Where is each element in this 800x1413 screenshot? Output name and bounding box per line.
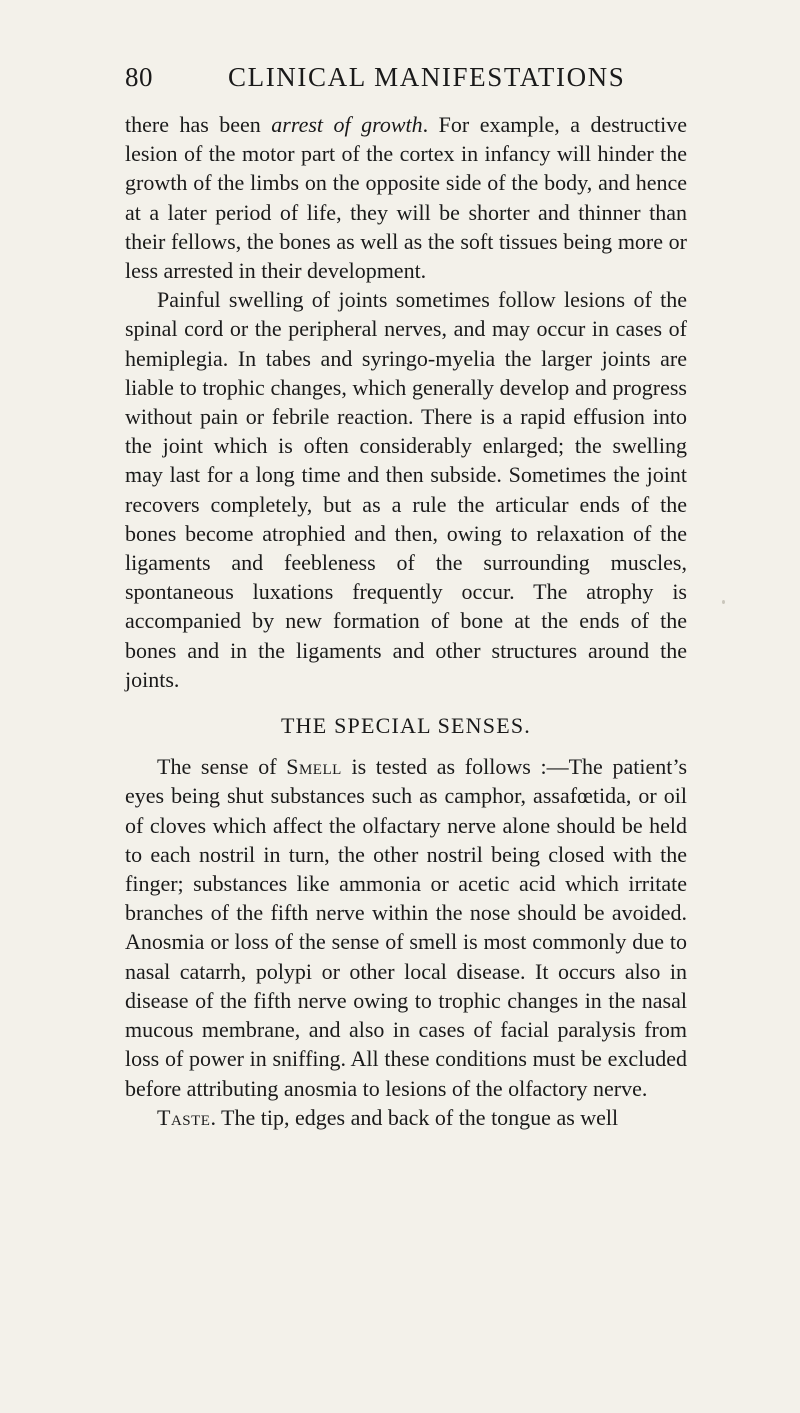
section-heading: THE SPECIAL SENSES. [281,713,531,739]
italic-phrase: arrest of growth [271,112,423,137]
running-head: CLINICAL MANIFESTATIONS [228,62,626,92]
text-run: The sense of [157,754,287,780]
small-caps-term: Smell [286,754,342,780]
small-caps-term: Taste [157,1104,211,1130]
text-run: . For example, a destructive lesion of the motor part of the cortex in infancy will hinder the growth of the limbs on the opposite side of the body, and hence at a later period of life, they will be shorter and thinner than their fellows, the bones as well as the soft tissues being more or less arrested in their development. [125,112,687,284]
body-text [125,110,687,1132]
text-run: is tested as follows :—The patient’s eyes being shut substances such as camphor, assafœtida, or oil of cloves which affect the olfactary nerve alone should be held to each nostril in turn, the other nostril being closed with the finger; substances like ammonia or acetic acid which irritate branches of the fifth nerve within the nose should be avoided. Anosmia or loss of the sense of smell is most commonly due to nasal catarrh, polypi or other local disease. It occurs also in disease of the fifth nerve owing to trophic changes in the nasal mucous membrane, and also in cases of facial paralysis from loss of power in sniffing. All these conditions must be excluded before attributing anosmia to lesions of the olfactory nerve. [125,754,688,1101]
page-number: 80 [125,62,153,92]
text-run: there has been [125,112,272,137]
paragraph-joints: Painful swelling of joints sometimes follow lesions of the spinal cord or the peripheral nerves, and may occur in cases of hemiplegia. In tabes and syringo-myelia the larger joints are liable to trophic changes, which generally develop and progress without pain or febrile reaction. There is a rapid effusion into the joint which is often considerably enlarged; the swelling may last for a long time and then subside. Sometimes the joint recovers completely, but as a rule the articular ends of the bones become atrophied and then, owing to relaxation of the ligaments and feebleness of the surrounding muscles, spontaneous luxations frequently occur. The atrophy is accompanied by new formation of bone at the ends of the bones and in the ligaments and other structures around the joints. [125,287,687,692]
paper-speck [722,600,725,604]
paragraph-taste [125,1103,687,1132]
page-header [125,62,685,102]
paragraph-smell [125,752,687,1102]
text-run: . The tip, edges and back of the tongue as well [210,1104,619,1130]
paragraph-arrest-of-growth [125,110,687,285]
